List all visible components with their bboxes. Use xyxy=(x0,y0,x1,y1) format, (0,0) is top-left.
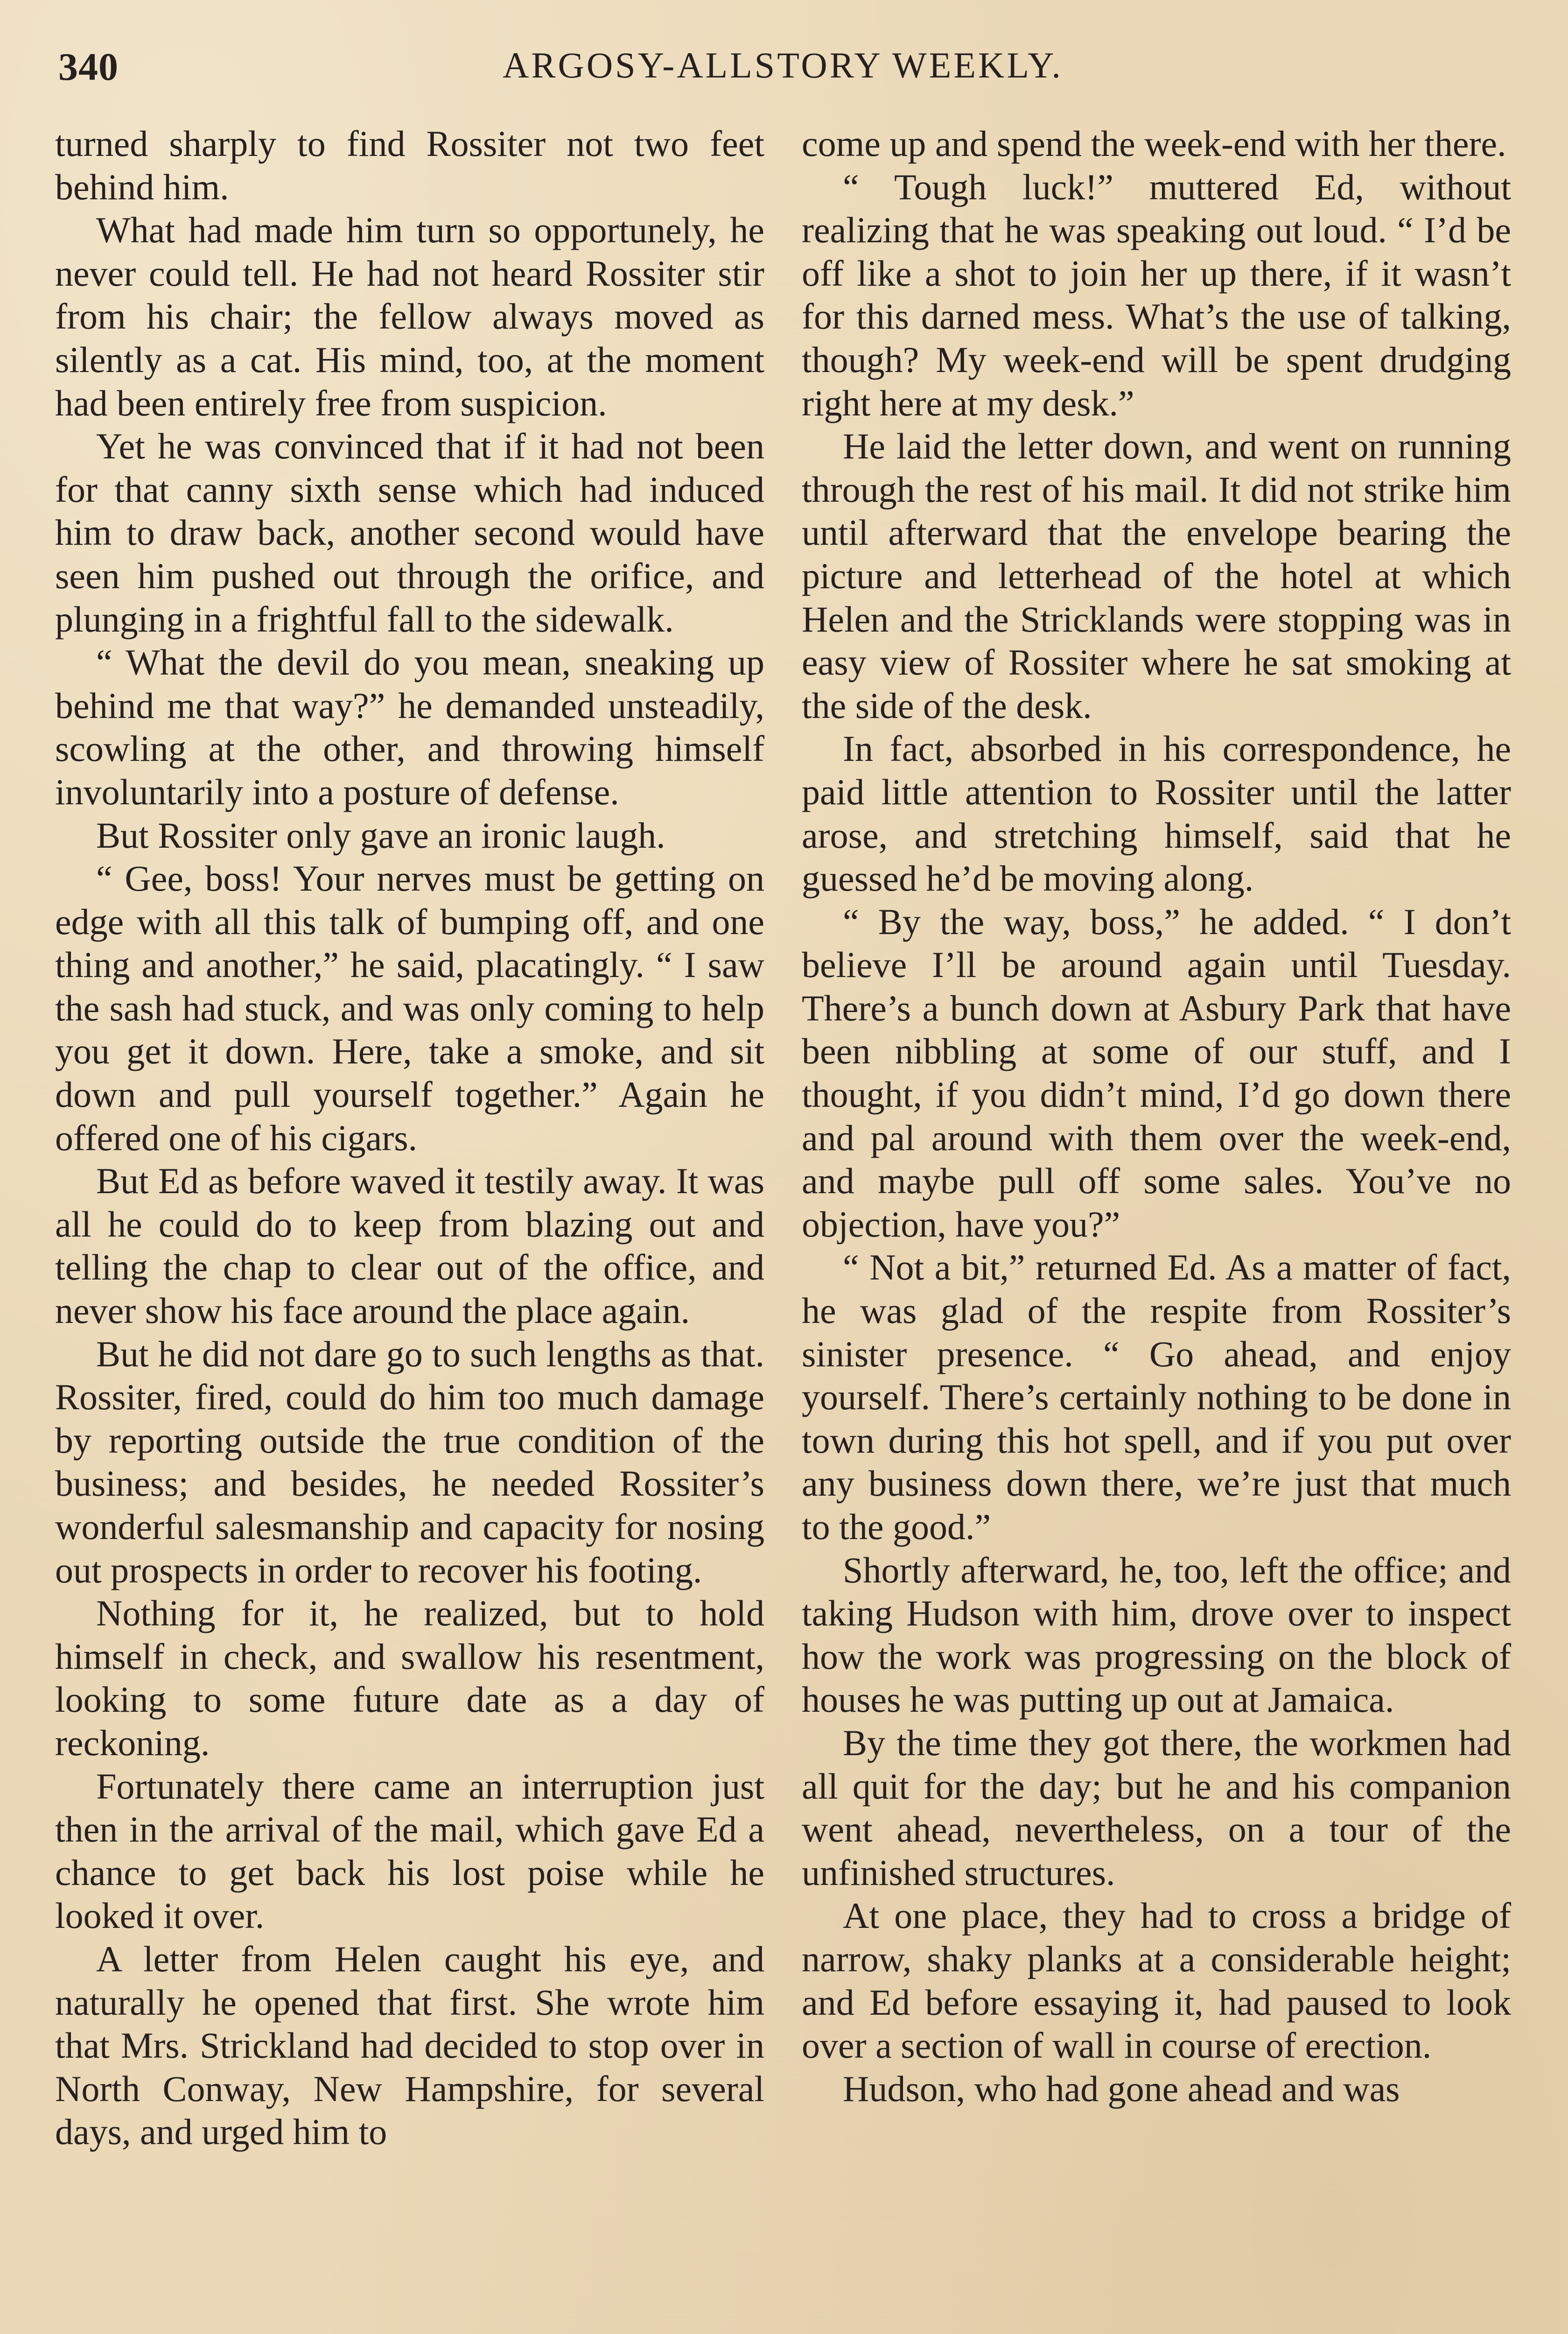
paragraph: At one place, they had to cross a bridge of narrow, shaky planks at a considerable height; and Ed before essaying it, had paused to look over a section of wall in course of erection. xyxy=(802,1895,1511,2066)
paragraph: Fortunately there came an interruption just then in the arrival of the mail, which gave Ed a chance to get back his lost poise while he looked it over. xyxy=(55,1765,764,1936)
paragraph: But Ed as before waved it testily away. It was all he could do to keep from blazing out and telling the chap to clear out of the office, and never show his face around the place again. xyxy=(55,1160,764,1331)
page-number: 340 xyxy=(58,45,119,89)
paragraph: Hudson, who had gone ahead and was xyxy=(843,2068,1400,2109)
paragraph: “ Gee, boss! Your nerves must be getting on edge with all this talk of bumping off, and one thing and another,” he said, placatingly. “ I saw the sash had stuck, and was only coming to help you get it down. Here, take a smoke, and sit down and pull yourself together.” Again he offered one of his cigars. xyxy=(55,858,764,1158)
paragraph: “ Not a bit,” returned Ed. As a matter of fact, he was glad of the respite from Rossiter’s sinister presence. “ Go ahead, and enjoy yourself. There’s certainly nothing to be done in town during this hot spell, and if you put over any business down there, we’re just that much to the good.” xyxy=(802,1247,1511,1547)
paragraph: “ Tough luck!” muttered Ed, without realizing that he was speaking out loud. “ I’d be off like a shot to join her up there, if it wasn’t for this darned mess. What’s the use of talking, though? My week-end will be spent drudging right here at my desk.” xyxy=(802,166,1511,423)
paragraph: But Rossiter only gave an ironic laugh. xyxy=(96,815,665,856)
paragraph: Shortly afterward, he, too, left the office; and taking Hudson with him, drove over to inspect how the work was progressing on the block of houses he was putting up out at Jamaica. xyxy=(802,1549,1511,1720)
paragraph: Nothing for it, he realized, but to hold himself in check, and swallow his resentment, looking to some future date as a day of reckoning. xyxy=(55,1593,764,1763)
paragraph: But he did not dare go to such lengths as that. Rossiter, fired, could do him too much damage by reporting outside the true condition of the business; and besides, he needed Rossiter’s wonderful salesmanship and capacity for nosing out prospects in order to recover his footing. xyxy=(55,1333,764,1590)
paragraph: “ What the devil do you mean, sneaking up behind me that way?” he demanded unsteadily, scowling at the other, and throwing himself involuntarily into a posture of defense. xyxy=(55,642,764,812)
right-column xyxy=(802,122,1511,2110)
paragraph: What had made him turn so opportunely, he never could tell. He had not heard Rossiter stir from his chair; the fellow always moved as silently as a cat. His mind, too, at the moment had been entirely free from suspicion. xyxy=(55,210,764,423)
paragraph: He laid the letter down, and went on running through the rest of his mail. It did not strike him until afterward that the envelope bearing the picture and letterhead of the hotel at which Helen and the Stricklands were stopping was in easy view of Rossiter where he sat smoking at the side of the desk. xyxy=(802,426,1511,726)
paragraph: turned sharply to find Rossiter not two feet behind him. xyxy=(55,123,764,207)
running-head: ARGOSY-ALLSTORY WEEKLY. xyxy=(503,45,1063,85)
paragraph: In fact, absorbed in his correspondence, he paid little attention to Rossiter until the latter arose, and stretching himself, said that he guessed he’d be moving along. xyxy=(802,728,1511,899)
page-header xyxy=(58,44,1507,100)
left-column xyxy=(55,122,764,2154)
paragraph: “ By the way, boss,” he added. “ I don’t believe I’ll be around again until Tuesday. There’s a bunch down at Asbury Park that have been nibbling at some of our stuff, and I thought, if you didn’t mind, I’d go down there and pal around with them over the week-end, and maybe pull off some sales. You’ve no objection, have you?” xyxy=(802,901,1511,1244)
paragraph: Yet he was convinced that if it had not been for that canny sixth sense which had induced him to draw back, another second would have seen him pushed out through the orifice, and plunging in a frightful fall to the sidewalk. xyxy=(55,426,764,640)
paragraph: A letter from Helen caught his eye, and naturally he opened that first. She wrote him that Mrs. Strickland had decided to stop over in North Conway, New Hampshire, for several days, and urged him to xyxy=(55,1938,764,2152)
paragraph: By the time they got there, the workmen had all quit for the day; but he and his companion went ahead, nevertheless, on a tour of the unfinished structures. xyxy=(802,1722,1511,1893)
paragraph: come up and spend the week-end with her there. xyxy=(802,123,1506,164)
